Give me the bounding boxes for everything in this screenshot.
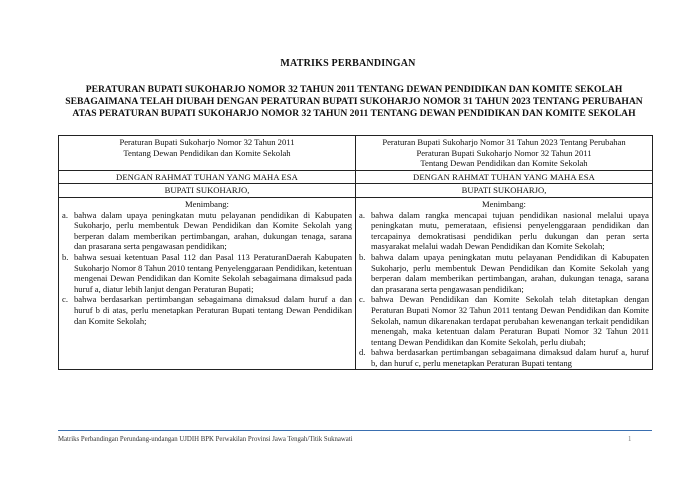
list-item xyxy=(359,252,649,294)
footer-divider xyxy=(58,430,652,431)
left-bupati: BUPATI SUKOHARJO, xyxy=(59,184,356,198)
list-item xyxy=(62,294,352,326)
item-text: bahwa sesuai ketentuan Pasal 112 dan Pasal 113 PeraturanDaerah Kabupaten Sukoharjo Nomor 8 Tahun 2010 tentang Penyelenggaraan Pendidikan, ketentuan mengenai Dewan Pendidikan dan Komite Sekolah sebagaimana dimaksud pada huruf a, diatur lebih lanjut dengan Peraturan Bupati; xyxy=(74,251,352,294)
item-text: bahwa berdasarkan pertimbangan sebagaimana dimaksud dalam huruf a, huruf b, dan huruf c, perlu menetapkan Peraturan Bupati tentang xyxy=(371,347,649,368)
regulation-heading: PERATURAN BUPATI SUKOHARJO NOMOR 32 TAHUN 2011 TENTANG DEWAN PENDIDIKAN DAN KOMITE SEKOLAH SEBAGAIMANA TELAH DIUBAH DENGAN PERATURAN BUPATI SUKOHARJO NOMOR 31 TAHUN 2023 TENTANG PERUBAHAN ATAS PERATURAN BUPATI SUKOHARJO NOMOR 32 TAHUN 2011 TENTANG DEWAN PENDIDIKAN DAN KOMITE SEKOLAH xyxy=(65,84,643,119)
item-marker: b. xyxy=(359,251,366,262)
table-header-row xyxy=(59,136,653,171)
item-text: bahwa dalam upaya peningkatan mutu pelayanan Pendidikan di Kabupaten Sukoharjo, perlu membentuk Dewan Pendidikan dan Komite Sekolah yang berperan dalam memberikan pertimbangan, arahan, dukungan tenaga, sarana dan prasarana serta pengawasan pendidikan; xyxy=(371,251,649,294)
left-menimbang-label: Menimbang: xyxy=(185,198,229,209)
right-menimbang-cell xyxy=(356,197,653,370)
page-title: MATRIKS PERBANDINGAN xyxy=(280,58,416,69)
right-menimbang-label: Menimbang: xyxy=(482,198,526,209)
item-text: bahwa berdasarkan pertimbangan sebagaimana dimaksud dalam huruf a dan huruf b di atas, perlu menetapkan Peraturan Bupati tentang Dewan Pendidikan dan Komite Sekolah; xyxy=(74,294,352,326)
right-column-header xyxy=(356,136,653,171)
item-marker: d. xyxy=(359,347,366,358)
list-item xyxy=(62,252,352,294)
list-item xyxy=(62,210,352,252)
right-rahmat: DENGAN RAHMAT TUHAN YANG MAHA ESA xyxy=(356,170,653,184)
item-text: bahwa Dewan Pendidikan dan Komite Sekolah telah ditetapkan dengan Peraturan Bupati Nomor 32 Tahun 2011 tentang Dewan Pendidikan dan Komite Sekolah, namun dikarenakan terdapat perubahan kewenangan terkait pendidikan menengah, maka ketentuan dalam Peraturan Bupati Nomor 32 Tahun 2011 tentang Dewan Pendidikan dan Komite Sekolah, perlu diubah; xyxy=(371,294,649,347)
page-number: 1 xyxy=(628,436,632,443)
list-item xyxy=(359,347,649,368)
left-rahmat: DENGAN RAHMAT TUHAN YANG MAHA ESA xyxy=(59,170,356,184)
right-header-line-1: Peraturan Bupati Sukoharjo Nomor 31 Tahun 2023 Tentang Perubahan xyxy=(382,137,626,147)
comparison-table xyxy=(58,135,653,370)
item-marker: b. xyxy=(62,251,69,262)
table-row-rahmat xyxy=(59,170,653,184)
left-considerations-list xyxy=(62,210,352,327)
item-marker: c. xyxy=(62,294,68,305)
left-menimbang-cell xyxy=(59,197,356,370)
right-header-line-3: Tentang Dewan Pendidikan dan Komite Sekolah xyxy=(420,158,588,169)
list-item xyxy=(359,294,649,347)
table-row-bupati xyxy=(59,184,653,198)
right-header-line-2: Peraturan Bupati Sukoharjo Nomor 32 Tahun 2011 xyxy=(416,147,592,158)
item-marker: a. xyxy=(62,209,68,220)
left-header-line-1: Peraturan Bupati Sukoharjo Nomor 32 Tahun 2011 xyxy=(119,137,295,147)
right-considerations-list xyxy=(359,210,649,369)
table-row-menimbang xyxy=(59,197,653,370)
item-marker: c. xyxy=(359,294,365,305)
footer-text: Matriks Perbandingan Perundang-undangan UJDIH BPK Perwakilan Provinsi Jawa Tengah/Titik Suknawati xyxy=(58,436,353,443)
right-bupati: BUPATI SUKOHARJO, xyxy=(356,184,653,198)
item-text: bahwa dalam rangka mencapai tujuan pendidikan nasional melalui upaya peningkatan mutu, pemerataan, efisiensi penyelenggaraan pendidikan dan tercapainya demokratisasi pendidikan perlu dukungan dan peran serta masyarakat melalui wadah Dewan Pendidikan dan Komite Sekolah; xyxy=(371,209,649,252)
left-header-line-2: Tentang Dewan Pendidikan dan Komite Sekolah xyxy=(123,147,291,158)
item-marker: a. xyxy=(359,209,365,220)
item-text: bahwa dalam upaya peningkatan mutu pelayanan pendidikan di Kabupaten Sukoharjo, perlu membentuk Dewan Pendidikan dan Komite Sekolah yang berperan dalam memberikan pertimbangan, arahan, dukungan tenaga, sarana dan prasarana serta pengawasan pendidikan; xyxy=(74,209,352,252)
left-column-header xyxy=(59,136,356,171)
list-item xyxy=(359,210,649,252)
